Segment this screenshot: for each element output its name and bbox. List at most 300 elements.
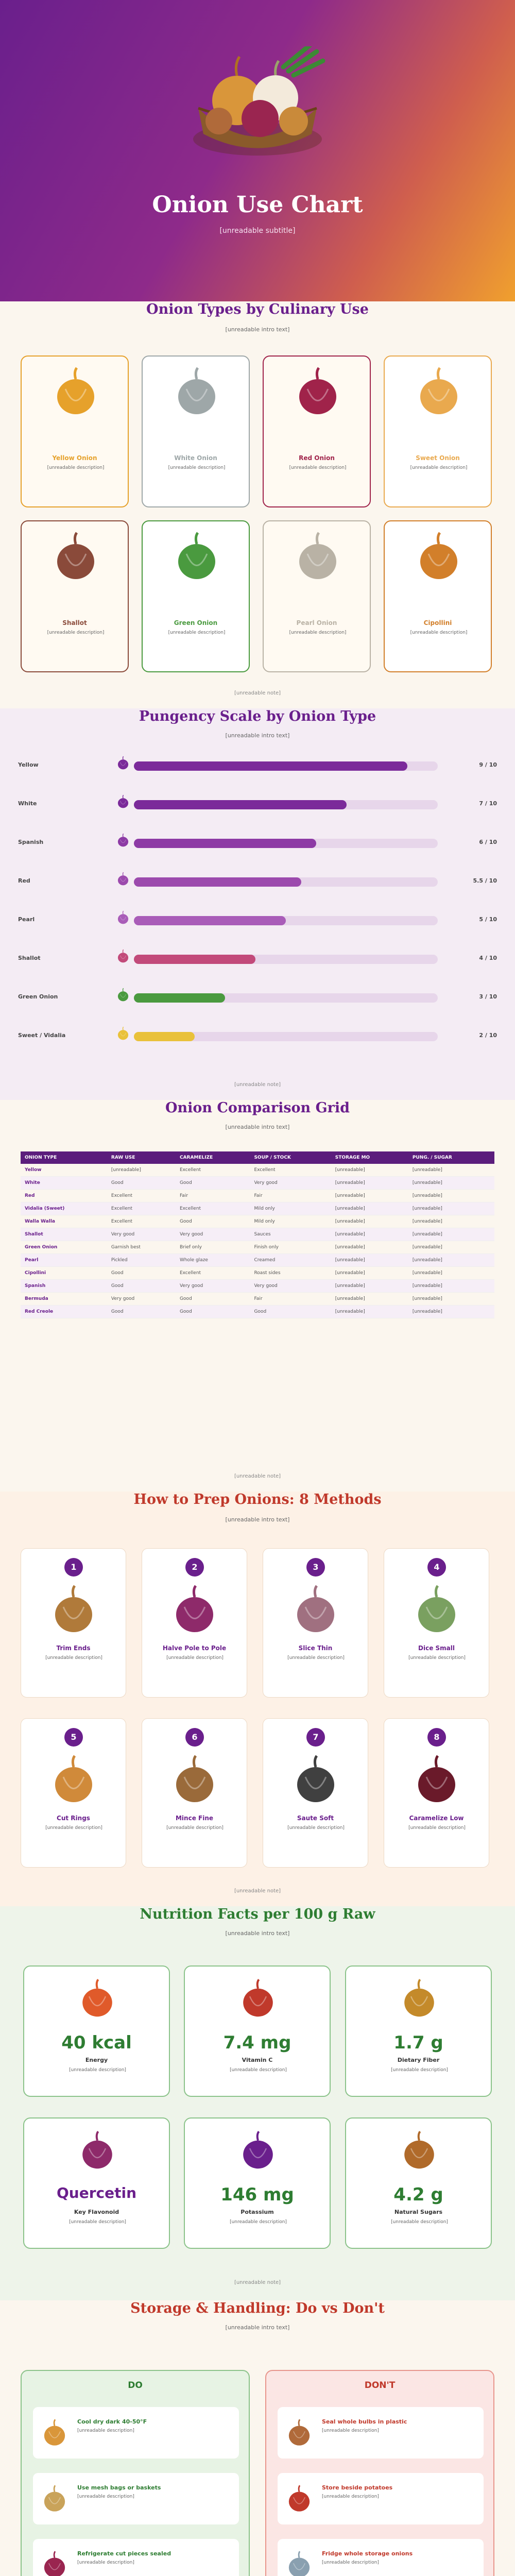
pungency-label: Spanish xyxy=(18,839,44,845)
prep-method-card xyxy=(21,1718,126,1868)
do-item-desc: [unreadable description] xyxy=(77,2560,134,2565)
table-cell: [unreadable] xyxy=(331,1164,408,1177)
step-number: 5 xyxy=(64,1728,83,1747)
pungency-label: Sweet / Vidalia xyxy=(18,1032,66,1039)
step-number: 2 xyxy=(185,1558,204,1577)
pungency-label: Pearl xyxy=(18,916,35,923)
onion-icon xyxy=(292,531,344,582)
table-cell: [unreadable] xyxy=(331,1293,408,1306)
section-note: [unreadable note] xyxy=(234,1888,281,1894)
prep-method-card xyxy=(142,1718,247,1868)
do-item-title: Use mesh bags or baskets xyxy=(77,2484,161,2491)
dont-item-title: Seal whole bulbs in plastic xyxy=(322,2418,407,2425)
table-cell: [unreadable] xyxy=(408,1267,494,1280)
table-cell: Good xyxy=(107,1177,176,1190)
pungency-label: Red xyxy=(18,877,30,884)
nutrition-card xyxy=(23,2117,170,2249)
section-intro: [unreadable intro text] xyxy=(225,732,290,739)
wheat-icon xyxy=(399,1978,440,2019)
section-intro: [unreadable intro text] xyxy=(225,1124,290,1130)
prep-illustration-icon xyxy=(169,1584,220,1635)
prep-illustration-icon xyxy=(290,1754,341,1805)
onion-types-section xyxy=(0,301,515,708)
prep-method-name: Trim Ends xyxy=(56,1645,91,1652)
step-number: 8 xyxy=(427,1728,446,1747)
nutrition-card xyxy=(345,2117,492,2249)
onion-icon xyxy=(116,1026,130,1041)
do-item-icon xyxy=(40,2550,69,2576)
step-number: 3 xyxy=(306,1558,325,1577)
onion-icon xyxy=(116,1026,130,1043)
table-cell: Walla Walla xyxy=(21,1215,107,1228)
table-cell: [unreadable] xyxy=(408,1177,494,1190)
table-cell: [unreadable] xyxy=(331,1215,408,1228)
do-item-title: Refrigerate cut pieces sealed xyxy=(77,2550,171,2557)
prep-illustration-icon xyxy=(48,1584,99,1635)
table-cell: Garnish best xyxy=(107,1241,176,1254)
table-cell: Excellent xyxy=(176,1267,250,1280)
table-cell: [unreadable] xyxy=(408,1293,494,1306)
prep-method-name: Mince Fine xyxy=(175,1815,214,1822)
nutrition-label: Natural Sugars xyxy=(394,2209,443,2215)
table-cell: Excellent xyxy=(176,1202,250,1215)
nutrition-desc: [unreadable description] xyxy=(69,2219,126,2225)
table-cell: [unreadable] xyxy=(331,1228,408,1241)
onion-type-name: Cipollini xyxy=(423,619,452,626)
onion-icon xyxy=(237,1978,279,2019)
table-cell: [unreadable] xyxy=(331,1177,408,1190)
table-cell: [unreadable] xyxy=(331,1202,408,1215)
dont-heading: DON'T xyxy=(364,2380,396,2391)
onion-icon xyxy=(116,794,130,811)
table-cell: Red Creole xyxy=(21,1306,107,1318)
prep-method-desc: [unreadable description] xyxy=(45,1655,102,1660)
onion-type-desc: [unreadable description] xyxy=(410,630,468,635)
section-title: Onion Comparison Grid xyxy=(165,1100,350,1116)
nutrition-desc: [unreadable description] xyxy=(391,2219,448,2225)
table-cell: Excellent xyxy=(176,1164,250,1177)
onion-type-card xyxy=(263,520,371,672)
pungency-track xyxy=(134,993,438,1003)
onion-type-card xyxy=(142,355,250,507)
prep-method-desc: [unreadable description] xyxy=(166,1825,224,1831)
onion-icon xyxy=(116,756,130,772)
table-cell: [unreadable] xyxy=(331,1254,408,1267)
onion-type-name: Pearl Onion xyxy=(296,619,337,626)
table-cell: [unreadable] xyxy=(331,1280,408,1293)
pungency-fill xyxy=(134,839,316,848)
table-cell: Roast sides xyxy=(250,1267,331,1280)
pungency-fill xyxy=(134,993,225,1003)
pungency-fill xyxy=(134,1032,195,1041)
dont-item-icon xyxy=(285,2550,314,2576)
table-cell: Good xyxy=(250,1306,331,1318)
onion-icon xyxy=(171,366,222,417)
do-item-icon xyxy=(40,2484,69,2513)
nutrition-value: 7.4 mg xyxy=(223,2032,291,2053)
table-header-row xyxy=(21,1151,494,1164)
pungency-label: Yellow xyxy=(18,761,39,768)
onion-type-card xyxy=(384,520,492,672)
onion-icon xyxy=(171,531,222,582)
pungency-row xyxy=(18,835,497,850)
prep-method-desc: [unreadable description] xyxy=(408,1655,466,1660)
table-cell: Spanish xyxy=(21,1280,107,1293)
prep-illustration-icon xyxy=(411,1754,462,1805)
table-cell: Mild only xyxy=(250,1215,331,1228)
nutrition-label: Dietary Fiber xyxy=(397,2057,440,2063)
table-row xyxy=(21,1202,494,1215)
onion-icon xyxy=(116,756,130,770)
table-cell: Good xyxy=(176,1293,250,1306)
table-cell: Good xyxy=(107,1306,176,1318)
do-column xyxy=(21,2370,250,2576)
nutrition-value: 40 kcal xyxy=(61,2032,132,2053)
onion-icon xyxy=(292,366,344,417)
onion-type-name: Shallot xyxy=(62,619,87,626)
nutrition-label: Potassium xyxy=(241,2209,274,2215)
section-title: Nutrition Facts per 100 g Raw xyxy=(140,1906,375,1922)
onion-type-desc: [unreadable description] xyxy=(168,465,226,470)
section-note: [unreadable note] xyxy=(234,690,281,696)
table-cell: Finish only xyxy=(250,1241,331,1254)
section-title: How to Prep Onions: 8 Methods xyxy=(133,1492,382,1507)
onion-type-card xyxy=(21,520,129,672)
prep-method-name: Slice Thin xyxy=(298,1645,333,1652)
do-item-desc: [unreadable description] xyxy=(77,2494,134,2499)
dont-item-title: Store beside potatoes xyxy=(322,2484,393,2491)
table-row xyxy=(21,1254,494,1267)
prep-method-card xyxy=(384,1548,489,1698)
table-cell: Shallot xyxy=(21,1228,107,1241)
table-cell: Mild only xyxy=(250,1202,331,1215)
table-cell: [unreadable] xyxy=(408,1254,494,1267)
pungency-row xyxy=(18,951,497,966)
onion-icon xyxy=(50,366,101,417)
table-cell: [unreadable] xyxy=(408,1280,494,1293)
pungency-score: 3 / 10 xyxy=(479,993,497,1000)
page-subtitle: [unreadable subtitle] xyxy=(219,227,296,235)
flame-icon xyxy=(77,1978,118,2019)
table-cell: [unreadable] xyxy=(331,1190,408,1202)
table-row xyxy=(21,1293,494,1306)
nutrition-card xyxy=(23,1965,170,2097)
onion-icon xyxy=(116,833,130,848)
onion-basket-illustration xyxy=(188,46,327,160)
prep-method-card xyxy=(263,1718,368,1868)
pungency-section xyxy=(0,708,515,1100)
table-cell: Very good xyxy=(107,1228,176,1241)
prep-method-name: Saute Soft xyxy=(297,1815,334,1822)
step-number: 4 xyxy=(427,1558,446,1577)
dont-item xyxy=(278,2407,484,2459)
table-cell: [unreadable] xyxy=(408,1241,494,1254)
onion-icon xyxy=(50,531,101,582)
prep-method-card xyxy=(21,1548,126,1698)
table-cell: Good xyxy=(107,1280,176,1293)
do-item-icon xyxy=(40,2418,69,2447)
pungency-score: 6 / 10 xyxy=(479,839,497,845)
onion-icon xyxy=(413,531,465,582)
nutrition-value: Quercetin xyxy=(56,2184,137,2201)
nutrition-label: Energy xyxy=(85,2057,108,2063)
prep-illustration-icon xyxy=(411,1584,462,1635)
section-title: Onion Types by Culinary Use xyxy=(146,301,369,317)
table-cell: [unreadable] xyxy=(408,1306,494,1318)
dont-item-title: Fridge whole storage onions xyxy=(322,2550,413,2557)
onion-type-card xyxy=(384,355,492,507)
pungency-track xyxy=(134,1032,438,1041)
comparison-grid-section xyxy=(0,1100,515,1492)
onion-icon xyxy=(237,2130,279,2171)
table-cell: Sauces xyxy=(250,1228,331,1241)
section-note: [unreadable note] xyxy=(234,2280,281,2285)
table-row xyxy=(21,1241,494,1254)
onion-type-card xyxy=(21,355,129,507)
table-cell: Good xyxy=(176,1306,250,1318)
pungency-score: 4 / 10 xyxy=(479,955,497,961)
table-cell: Fair xyxy=(250,1293,331,1306)
table-row xyxy=(21,1306,494,1318)
pungency-row xyxy=(18,989,497,1005)
table-header-cell: STORAGE MO xyxy=(331,1151,408,1164)
dont-item-desc: [unreadable description] xyxy=(322,2494,379,2499)
onion-type-name: Sweet Onion xyxy=(416,454,460,462)
table-cell: [unreadable] xyxy=(331,1241,408,1254)
table-header-cell: PUNG. / SUGAR xyxy=(408,1151,494,1164)
onion-type-desc: [unreadable description] xyxy=(47,630,105,635)
pungency-track xyxy=(134,916,438,925)
prep-illustration-icon xyxy=(290,1584,341,1635)
nutrition-card xyxy=(345,1965,492,2097)
pungency-row xyxy=(18,912,497,927)
section-intro: [unreadable intro text] xyxy=(225,1516,290,1523)
table-row xyxy=(21,1164,494,1177)
table-cell: Creamed xyxy=(250,1254,331,1267)
prep-method-desc: [unreadable description] xyxy=(287,1655,345,1660)
onion-icon xyxy=(413,366,465,417)
table-cell: Pearl xyxy=(21,1254,107,1267)
nutrition-card xyxy=(184,1965,331,2097)
prep-method-desc: [unreadable description] xyxy=(408,1825,466,1831)
nutrition-desc: [unreadable description] xyxy=(69,2067,126,2073)
pungency-track xyxy=(134,955,438,964)
nutrition-desc: [unreadable description] xyxy=(391,2067,448,2073)
table-cell: Very good xyxy=(250,1177,331,1190)
prep-illustration-icon xyxy=(169,1754,220,1805)
pungency-score: 2 / 10 xyxy=(479,1032,497,1039)
do-item xyxy=(33,2407,239,2459)
table-cell: [unreadable] xyxy=(408,1164,494,1177)
onion-type-name: White Onion xyxy=(174,454,217,462)
section-intro: [unreadable intro text] xyxy=(225,2324,290,2331)
onion-icon xyxy=(399,2130,440,2171)
prep-method-name: Caramelize Low xyxy=(409,1815,464,1822)
nutrition-value: 4.2 g xyxy=(393,2184,443,2205)
table-header-cell: CARAMELIZE xyxy=(176,1151,250,1164)
section-intro: [unreadable intro text] xyxy=(225,1930,290,1937)
pungency-track xyxy=(134,839,438,848)
prep-methods-section xyxy=(0,1492,515,1906)
prep-method-name: Dice Small xyxy=(418,1645,455,1652)
table-cell: Yellow xyxy=(21,1164,107,1177)
dont-item-desc: [unreadable description] xyxy=(322,2428,379,2433)
table-row xyxy=(21,1228,494,1241)
table-cell: Very good xyxy=(176,1228,250,1241)
table-body xyxy=(21,1164,494,1318)
table-cell: Cipollini xyxy=(21,1267,107,1280)
table-header-cell: SOUP / STOCK xyxy=(250,1151,331,1164)
pungency-label: White xyxy=(18,800,37,807)
pungency-fill xyxy=(134,877,301,887)
onion-type-desc: [unreadable description] xyxy=(289,630,347,635)
table-row xyxy=(21,1280,494,1293)
pungency-fill xyxy=(134,800,347,809)
pungency-fill xyxy=(134,761,407,771)
nutrition-desc: [unreadable description] xyxy=(230,2219,287,2225)
table-cell: Very good xyxy=(176,1280,250,1293)
onion-icon xyxy=(116,949,130,963)
table-cell: Good xyxy=(176,1177,250,1190)
prep-method-card xyxy=(384,1718,489,1868)
onion-type-desc: [unreadable description] xyxy=(47,465,105,470)
page-title: Onion Use Chart xyxy=(152,192,363,218)
section-title: Storage & Handling: Do vs Don't xyxy=(130,2300,385,2316)
onion-icon xyxy=(116,872,130,886)
table-cell: Excellent xyxy=(107,1215,176,1228)
do-item-desc: [unreadable description] xyxy=(77,2428,134,2433)
pungency-row xyxy=(18,873,497,889)
table-cell: [unreadable] xyxy=(408,1215,494,1228)
section-title: Pungency Scale by Onion Type xyxy=(139,708,376,724)
section-note: [unreadable note] xyxy=(234,1082,281,1088)
comparison-table xyxy=(21,1151,494,1318)
table-row xyxy=(21,1190,494,1202)
table-cell: Excellent xyxy=(107,1202,176,1215)
dont-item xyxy=(278,2539,484,2576)
table-row xyxy=(21,1267,494,1280)
onion-type-card xyxy=(263,355,371,507)
table-row xyxy=(21,1177,494,1190)
table-cell: White xyxy=(21,1177,107,1190)
table-header-cell: ONION TYPE xyxy=(21,1151,107,1164)
table-cell: Good xyxy=(107,1267,176,1280)
prep-method-desc: [unreadable description] xyxy=(45,1825,102,1831)
onion-icon xyxy=(116,794,130,809)
do-item-title: Cool dry dark 40-50°F xyxy=(77,2418,147,2425)
table-cell: [unreadable] xyxy=(331,1267,408,1280)
onion-type-name: Yellow Onion xyxy=(52,454,97,462)
pungency-label: Green Onion xyxy=(18,993,58,1000)
table-cell: [unreadable] xyxy=(408,1228,494,1241)
table-cell: Vidalia (Sweet) xyxy=(21,1202,107,1215)
dont-column xyxy=(265,2370,494,2576)
dont-item xyxy=(278,2473,484,2524)
nutrition-desc: [unreadable description] xyxy=(230,2067,287,2073)
onion-type-desc: [unreadable description] xyxy=(168,630,226,635)
onion-icon xyxy=(77,2130,118,2171)
table-cell: [unreadable] xyxy=(408,1190,494,1202)
table-cell: Fair xyxy=(176,1190,250,1202)
step-number: 6 xyxy=(185,1728,204,1747)
section-intro: [unreadable intro text] xyxy=(225,326,290,333)
table-cell: [unreadable] xyxy=(331,1306,408,1318)
onion-icon xyxy=(116,833,130,850)
section-note: [unreadable note] xyxy=(234,1473,281,1479)
table-cell: Whole glaze xyxy=(176,1254,250,1267)
onion-icon xyxy=(116,910,130,927)
onion-icon xyxy=(116,988,130,1002)
table-cell: Very good xyxy=(107,1293,176,1306)
nutrition-value: 146 mg xyxy=(220,2184,294,2205)
table-cell: Bermuda xyxy=(21,1293,107,1306)
storage-section xyxy=(0,2300,515,2576)
prep-method-desc: [unreadable description] xyxy=(166,1655,224,1660)
table-cell: Pickled xyxy=(107,1254,176,1267)
do-item xyxy=(33,2473,239,2524)
onion-icon xyxy=(116,910,130,925)
pungency-score: 7 / 10 xyxy=(479,800,497,807)
nutrition-card xyxy=(184,2117,331,2249)
prep-method-name: Halve Pole to Pole xyxy=(162,1645,227,1652)
onion-type-name: Red Onion xyxy=(299,454,335,462)
table-cell: Good xyxy=(176,1215,250,1228)
pungency-row xyxy=(18,796,497,811)
step-number: 1 xyxy=(64,1558,83,1577)
table-cell: Green Onion xyxy=(21,1241,107,1254)
hero-banner xyxy=(0,0,515,301)
pungency-score: 9 / 10 xyxy=(479,761,497,768)
onion-type-card xyxy=(142,520,250,672)
do-heading: DO xyxy=(128,2380,143,2391)
onion-type-desc: [unreadable description] xyxy=(289,465,347,470)
pungency-track xyxy=(134,761,438,771)
pungency-score: 5 / 10 xyxy=(479,916,497,923)
dont-item-icon xyxy=(285,2418,314,2447)
prep-illustration-icon xyxy=(48,1754,99,1805)
table-cell: [unreadable] xyxy=(107,1164,176,1177)
table-cell: Excellent xyxy=(107,1190,176,1202)
step-number: 7 xyxy=(306,1728,325,1747)
nutrition-value: 1.7 g xyxy=(393,2032,443,2053)
dont-item-desc: [unreadable description] xyxy=(322,2560,379,2565)
onion-type-name: Green Onion xyxy=(174,619,218,626)
table-row xyxy=(21,1215,494,1228)
table-cell: Fair xyxy=(250,1190,331,1202)
pungency-track xyxy=(134,800,438,809)
table-cell: [unreadable] xyxy=(408,1202,494,1215)
prep-method-card xyxy=(263,1548,368,1698)
dont-item-icon xyxy=(285,2484,314,2513)
pungency-fill xyxy=(134,955,255,964)
table-cell: Red xyxy=(21,1190,107,1202)
onion-icon xyxy=(116,988,130,1004)
prep-method-card xyxy=(142,1548,247,1698)
table-cell: Very good xyxy=(250,1280,331,1293)
prep-method-name: Cut Rings xyxy=(57,1815,90,1822)
table-cell: Excellent xyxy=(250,1164,331,1177)
table-cell: Brief only xyxy=(176,1241,250,1254)
nutrition-label: Vitamin C xyxy=(242,2057,273,2063)
pungency-score: 5.5 / 10 xyxy=(473,877,497,884)
pungency-row xyxy=(18,757,497,773)
pungency-row xyxy=(18,1028,497,1043)
pungency-track xyxy=(134,877,438,887)
pungency-label: Shallot xyxy=(18,955,41,961)
onion-icon xyxy=(116,949,130,965)
nutrition-label: Key Flavonoid xyxy=(74,2209,119,2215)
nutrition-section xyxy=(0,1906,515,2300)
